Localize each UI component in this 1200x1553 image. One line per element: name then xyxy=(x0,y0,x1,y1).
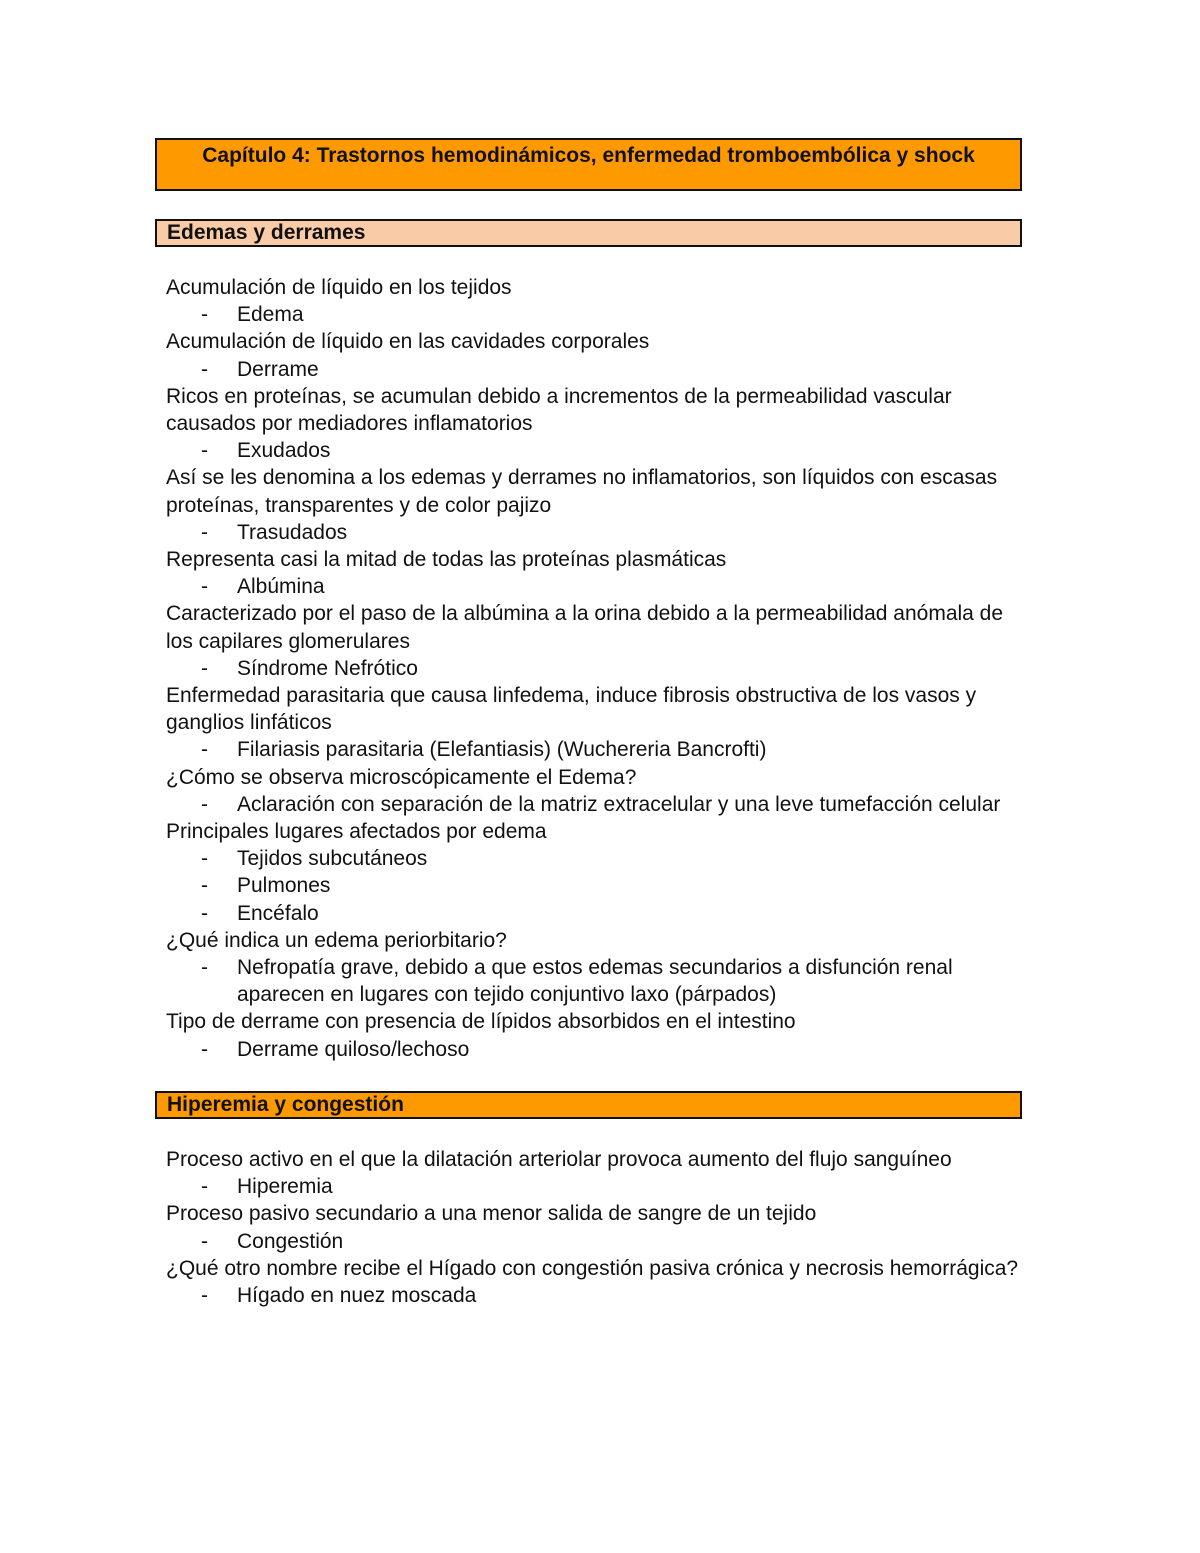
answer-item xyxy=(166,1036,1022,1063)
answer-item xyxy=(166,872,1022,899)
question-text: Proceso activo en el que la dilatación arteriolar provoca aumento del flujo sanguíneo xyxy=(166,1147,952,1171)
answer-text: Trasudados xyxy=(237,520,348,544)
answer-text: Síndrome Nefrótico xyxy=(237,656,418,680)
answer-item xyxy=(166,845,1022,872)
question-text: Representa casi la mitad de todas las proteínas plasmáticas xyxy=(166,548,727,572)
question-text: Enfermedad parasitaria que causa linfedema, induce fibrosis obstructiva de los vasos y ganglios linfáticos xyxy=(166,684,977,735)
answer-text: Derrame xyxy=(237,357,319,381)
answer-item xyxy=(166,900,1022,927)
bullet-dash: - xyxy=(201,1229,208,1253)
answer-item xyxy=(166,573,1022,600)
question-text: Acumulación de líquido en las cavidades corporales xyxy=(166,330,650,354)
answer-item xyxy=(166,954,1022,1008)
section-content-hiperemia xyxy=(155,1146,1022,1309)
bullet-dash: - xyxy=(201,357,208,381)
answer-text: Albúmina xyxy=(237,575,325,599)
bullet-dash: - xyxy=(201,874,208,898)
question-text: Tipo de derrame con presencia de lípidos absorbidos en el intestino xyxy=(166,1010,796,1034)
answer-text: Pulmones xyxy=(237,874,331,898)
answer-text: Hiperemia xyxy=(237,1175,333,1199)
answer-item xyxy=(166,1173,1022,1200)
bullet-dash: - xyxy=(201,901,208,925)
document-page xyxy=(155,138,1022,1309)
answer-item xyxy=(166,356,1022,383)
answer-text: Edema xyxy=(237,303,304,327)
answer-item xyxy=(166,736,1022,763)
bullet-dash: - xyxy=(201,656,208,680)
answer-text: Derrame quiloso/lechoso xyxy=(237,1037,470,1061)
bullet-dash: - xyxy=(201,439,208,463)
bullet-dash: - xyxy=(201,1037,208,1061)
answer-item xyxy=(166,1282,1022,1309)
section-content-edemas xyxy=(155,274,1022,1063)
answer-text: Congestión xyxy=(237,1229,344,1253)
answer-text: Hígado en nuez moscada xyxy=(237,1283,477,1307)
question-text: ¿Cómo se observa microscópicamente el Edema? xyxy=(166,765,637,789)
answer-text: Encéfalo xyxy=(237,901,319,925)
answer-item xyxy=(166,1228,1022,1255)
bullet-dash: - xyxy=(201,847,208,871)
section-heading-edemas: Edemas y derrames xyxy=(155,219,1022,247)
question-text: Ricos en proteínas, se acumulan debido a incrementos de la permeabilidad vascular causados por mediadores inflamatorios xyxy=(166,384,952,436)
answer-item xyxy=(166,437,1022,464)
answer-text: Tejidos subcutáneos xyxy=(237,847,428,871)
answer-text: Filariasis parasitaria (Elefantiasis) (Wuchereria Bancrofti) xyxy=(237,738,767,762)
answer-text: Nefropatía grave, debido a que estos edemas secundarios a disfunción renal aparecen en lugares con tejido conjuntivo laxo (párpados) xyxy=(237,956,953,1007)
bullet-dash: - xyxy=(201,575,208,599)
question-text: Acumulación de líquido en los tejidos xyxy=(166,276,512,299)
chapter-title: Capítulo 4: Trastornos hemodinámicos, enfermedad tromboembólica y shock xyxy=(155,138,1022,191)
question-text: Principales lugares afectados por edema xyxy=(166,820,547,844)
bullet-dash: - xyxy=(201,520,208,544)
bullet-dash: - xyxy=(201,738,208,762)
answer-text: Aclaración con separación de la matriz extracelular y una leve tumefacción celular xyxy=(237,792,1001,816)
bullet-dash: - xyxy=(201,792,208,816)
answer-item xyxy=(166,791,1022,818)
section-heading-hiperemia: Hiperemia y congestión xyxy=(155,1091,1022,1119)
question-text: ¿Qué indica un edema periorbitario? xyxy=(166,928,507,952)
answer-item xyxy=(166,519,1022,546)
bullet-dash: - xyxy=(201,1175,208,1199)
question-text: Caracterizado por el paso de la albúmina a la orina debido a la permeabilidad anómala de los capilares glomerulares xyxy=(166,602,1004,653)
bullet-dash: - xyxy=(201,956,208,980)
answer-item xyxy=(166,655,1022,682)
bullet-dash: - xyxy=(201,303,208,327)
answer-text: Exudados xyxy=(237,439,331,463)
bullet-dash: - xyxy=(201,1283,208,1307)
question-text: Así se les denomina a los edemas y derrames no inflamatorios, son líquidos con escasas proteínas, transparentes y de color pajizo xyxy=(166,466,998,517)
answer-item xyxy=(166,301,1022,328)
question-text: ¿Qué otro nombre recibe el Hígado con congestión pasiva crónica y necrosis hemorrágica? xyxy=(166,1256,1019,1280)
question-text: Proceso pasivo secundario a una menor salida de sangre de un tejido xyxy=(166,1202,817,1226)
